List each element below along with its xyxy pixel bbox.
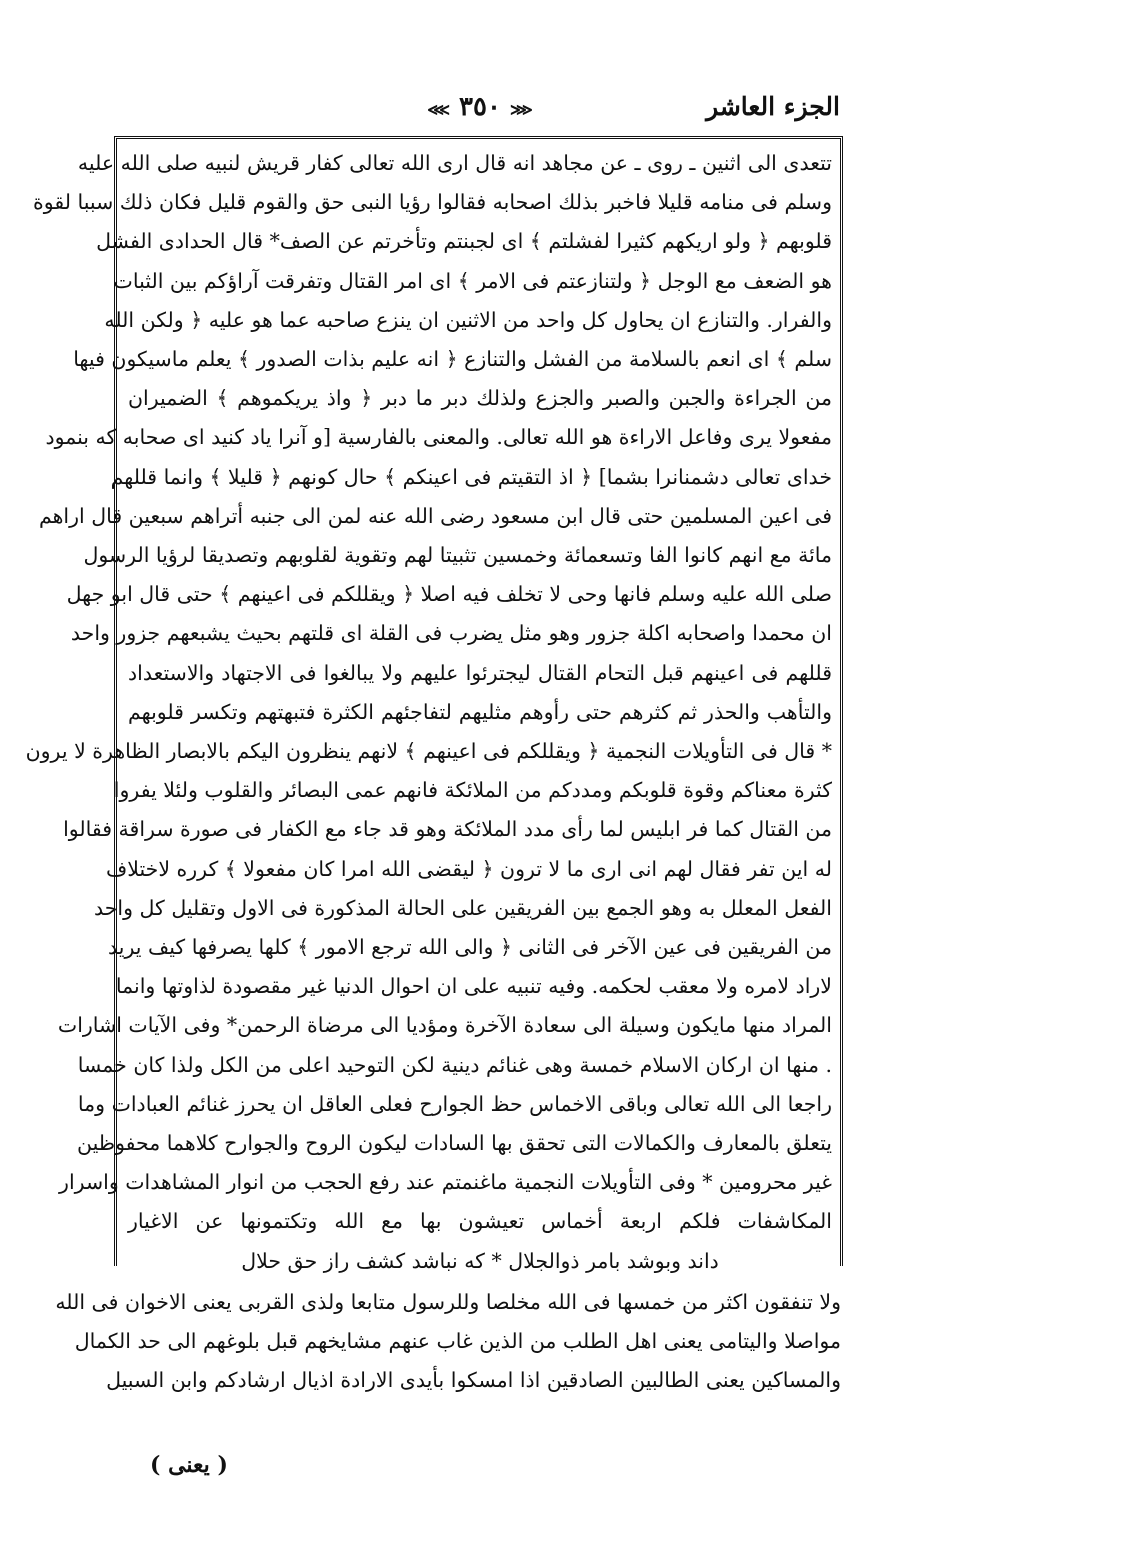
text-line: فى اعين المسلمين حتى قال ابن مسعود رضى الله عنه لمن الى جنبه أتراهم سبعين قال اراهم xyxy=(38,503,832,528)
text-line: تتعدى الى اثنين ـ روى ـ عن مجاهد انه قال ارى الله تعالى كفار قريش لنبيه صلى الله عليه xyxy=(77,151,832,175)
text-line: كثرة معناكم وقوة قلوبكم ومددكم من الملائكة فانهم عمى البصائر والقلوب ولئلا يفروا xyxy=(113,778,832,803)
text-line: المراد منها مايكون وسيلة الى سعادة الآخرة ومؤديا الى مرضاة الرحمن* وفى الآيات اشارات xyxy=(57,1013,832,1038)
text-line: خداى تعالى دشمنانرا بشما] ﴿ اذ التقيتم فى اعينكم ﴾ حال كونهم ﴿ قليلا ﴾ وانما قللهم xyxy=(110,464,832,489)
running-title: الجزء العاشر xyxy=(706,92,840,121)
text-line: قللهم فى اعينهم قبل التحام القتال ليجترئوا عليهم ولا يبالغوا فى الاجتهاد والاستعداد xyxy=(128,660,832,685)
text-line: مائة مع انهم كانوا الفا وتسعمائة وخمسين تثبيتا لهم وتقوية لقلوبهم وتصديقا لرؤيا الرسول xyxy=(83,543,832,567)
text-line: صلى الله عليه وسلم فانها وحى لا تخلف فيه اصلا ﴿ ويقللكم فى اعينهم ﴾ حتى قال ابو جهل xyxy=(66,582,832,607)
text-line: * قال فى التأويلات النجمية ﴿ ويقللكم فى اعينهم ﴾ لانهم ينظرون اليكم بالابصار الظاهرة لا يرون xyxy=(25,739,832,763)
page-header xyxy=(120,92,840,132)
text-line: هو الضعف مع الوجل ﴿ ولتنازعتم فى الامر ﴾ اى امر القتال وتفرقت آراؤكم بين الثبات xyxy=(113,268,832,293)
verse-line: داند وبوشد بامر ذوالجلال * كه نباشد كشف راز حق حلال xyxy=(241,1248,719,1273)
text-line: غير محرومين * وفى التأويلات النجمية ماغنمتم عند رفع الحجب من انوار المشاهدات واسرار xyxy=(59,1170,832,1195)
catchword: ( يعنى ) xyxy=(150,1452,228,1478)
ornament-left-icon: ⋘ xyxy=(427,100,450,119)
text-line: والمساكين يعنى الطالبين الصادقين اذا امسكوا بأيدى الارادة اذيال ارشادكم وابن السبيل xyxy=(106,1368,841,1393)
text-line: ان محمدا واصحابه اكلة جزور وهو مثل يضرب فى القلة اى قلتهم بحيث يشبعهم جزور واحد xyxy=(70,621,832,646)
text-line: . منها ان اركان الاسلام خمسة وهى غنائم دينية لكن التوحيد اعلى من الكل ولذا كان خمسا xyxy=(77,1052,832,1077)
ornament-right-icon: ⋙ xyxy=(510,100,533,119)
text-line: سلم ﴾ اى انعم بالسلامة من الفشل والتنازع ﴿ انه عليم بذات الصدور ﴾ يعلم ماسيكون فيها xyxy=(73,347,832,371)
text-line: الفعل المعلل به وهو الجمع بين الفريقين على الحالة المذكورة فى الاول وتقليل كل واحد xyxy=(93,895,832,920)
text-line: من الجراءة والجبن والصبر والجزع ولذلك دبر ما دبر ﴿ واذ يريكموهم ﴾ الضميران xyxy=(128,386,832,411)
text-line: له اين تفر فقال لهم انى ارى ما لا ترون ﴿ ليقضى الله امرا كان مفعولا ﴾ كرره لاختلاف xyxy=(105,856,832,881)
text-line: يتعلق بالمعارف والكمالات التى تحقق بها السادات ليكون الروح والجوارح كلاهما محفوظين xyxy=(76,1131,832,1155)
page-number: ٣٥٠ xyxy=(459,92,501,122)
text-line: من القتال كما فر ابليس لما رأى مدد الملائكة وهو قد جاء مع الكفار فى صورة سراقة فقالوا xyxy=(63,817,832,842)
text-line: ولا تنفقون اكثر من خمسها فى الله مخلصا وللرسول متابعا ولذى القربى يعنى الاخوان فى الله xyxy=(55,1289,841,1314)
text-line: والفرار. والتنازع ان يحاول كل واحد من الاثنين ان ينزع صاحبه عما هو عليه ﴿ ولكن الله xyxy=(104,307,832,332)
text-line: مفعولا يرى وفاعل الاراءة هو الله تعالى. والمعنى بالفارسية [و آنرا ياد كنيد اى صحابه كه بنمود xyxy=(45,425,832,450)
text-line: المكاشفات فلكم اربعة أخماس تعيشون بها مع الله وتكتمونها عن الاغيار xyxy=(128,1209,832,1234)
text-line: وسلم فى منامه قليلا فاخبر بذلك اصحابه فقالوا رؤيا النبى حق والقوم قليل فكان ذلك سببا لقوة xyxy=(33,190,832,215)
text-line: والتأهب والحذر ثم كثرهم حتى رأوهم مثليهم لتفاجئهم الكثرة فتبهتهم وتكسر قلوبهم xyxy=(128,699,832,724)
page-number-block xyxy=(420,92,540,122)
text-line: من الفريقين فى عين الآخر فى الثانى ﴿ والى الله ترجع الامور ﴾ كلها يصرفها كيف يريد xyxy=(108,935,832,959)
text-line: قلوبهم ﴿ ولو اريكهم كثيرا لفشلتم ﴾ اى لجبنتم وتأخرتم عن الصف* قال الحدادى الفشل xyxy=(96,229,832,254)
text-line: مواصلا واليتامى يعنى اهل الطلب من الذين غاب عنهم مشايخهم قبل بلوغهم الى حد الكمال xyxy=(74,1329,841,1353)
text-line: راجعا الى الله تعالى وباقى الاخماس حظ الجوارح فعلى العاقل ان يحرز غنائم العبادات وما xyxy=(77,1091,832,1116)
text-line: لاراد لامره ولا معقب لحكمه. وفيه تنبيه على ان احوال الدنيا غير مقصودة لذاوتها وانما xyxy=(115,974,832,999)
